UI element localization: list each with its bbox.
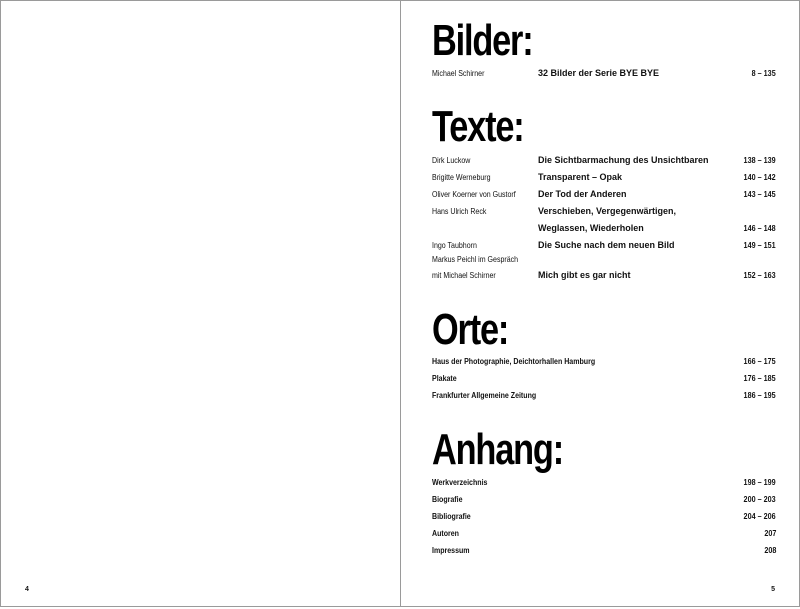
entry-pages: 149 – 151: [743, 241, 776, 250]
toc-entry: [432, 237, 776, 254]
toc-entry: [432, 203, 776, 237]
entry-pages: 176 – 185: [743, 374, 776, 383]
entry-label: Haus der Photographie, Deichtorhallen Hamburg: [432, 357, 596, 366]
section-orte: [432, 305, 776, 400]
entry-pages: 166 – 175: [743, 357, 776, 366]
bilder-entries: [432, 65, 776, 82]
page-number-right: 5: [771, 586, 775, 593]
entry-author-line-2: mit Michael Schirner: [432, 271, 496, 280]
texte-entries: [432, 152, 776, 288]
entry-title: Die Sichtbarmachung des Unsichtbaren: [538, 155, 709, 165]
toc-entry: [432, 525, 776, 542]
section-texte: [432, 102, 776, 280]
entry-pages: 200 – 203: [743, 495, 776, 504]
entry-label: Biografie: [432, 495, 463, 504]
toc-entry: [432, 65, 776, 82]
section-anhang: [432, 425, 776, 555]
entry-author: Oliver Koerner von Gustorf: [432, 190, 516, 199]
entry-author: Brigitte Werneburg: [432, 173, 491, 182]
entry-title: Mich gibt es gar nicht: [538, 270, 631, 280]
entry-title: Transparent – Opak: [538, 172, 623, 182]
toc-entry: [432, 169, 776, 186]
toc-entry: [432, 542, 776, 559]
entry-label: Bibliografie: [432, 512, 471, 521]
page-number-left: 4: [25, 586, 29, 593]
toc-entry: [432, 254, 776, 288]
entry-author: Hans Ulrich Reck: [432, 207, 487, 216]
anhang-entries: [432, 474, 776, 559]
section-heading-anhang: Anhang:: [432, 425, 563, 474]
entry-author-line-1: Markus Peichl im Gespräch: [432, 255, 519, 264]
toc-entry: [432, 186, 776, 203]
entry-pages: 143 – 145: [743, 190, 776, 199]
entry-pages: 198 – 199: [743, 478, 776, 487]
entry-author: Michael Schirner: [432, 69, 485, 78]
entry-pages: 140 – 142: [743, 173, 776, 182]
entry-title-line-2: Weglassen, Wiederholen: [538, 223, 644, 233]
entry-pages: 8 – 135: [751, 69, 776, 78]
entry-pages: 138 – 139: [743, 156, 776, 165]
left-page: [0, 0, 401, 607]
section-heading-orte: Orte:: [432, 305, 509, 354]
entry-pages: 146 – 148: [743, 224, 776, 233]
entry-pages: 204 – 206: [743, 512, 776, 521]
toc-entry: [432, 152, 776, 169]
section-heading-bilder: Bilder:: [432, 16, 533, 65]
entry-title: Der Tod der Anderen: [538, 189, 627, 199]
entry-pages: 207: [763, 529, 776, 538]
entry-label: Autoren: [432, 529, 459, 538]
section-heading-texte: Texte:: [432, 102, 524, 151]
toc-entry: [432, 387, 776, 404]
entry-label: Impressum: [432, 546, 470, 555]
entry-title: Die Suche nach dem neuen Bild: [538, 240, 675, 250]
section-bilder: [432, 16, 776, 78]
entry-title-line-1: Verschieben, Vergegenwärtigen,: [538, 206, 677, 216]
right-page: [400, 0, 800, 607]
toc-entry: [432, 491, 776, 508]
toc-entry: [432, 508, 776, 525]
toc-entry: [432, 474, 776, 491]
orte-entries: [432, 353, 776, 404]
entry-author: Dirk Luckow: [432, 156, 471, 165]
entry-title: 32 Bilder der Serie BYE BYE: [538, 68, 660, 78]
entry-label: Frankfurter Allgemeine Zeitung: [432, 391, 537, 400]
entry-author: Ingo Taubhorn: [432, 241, 477, 250]
toc-entry: [432, 370, 776, 387]
toc-entry: [432, 353, 776, 370]
entry-label: Werkverzeichnis: [432, 478, 488, 487]
entry-pages: 208: [763, 546, 776, 555]
entry-pages: 186 – 195: [743, 391, 776, 400]
entry-label: Plakate: [432, 374, 457, 383]
entry-pages: 152 – 163: [743, 271, 776, 280]
